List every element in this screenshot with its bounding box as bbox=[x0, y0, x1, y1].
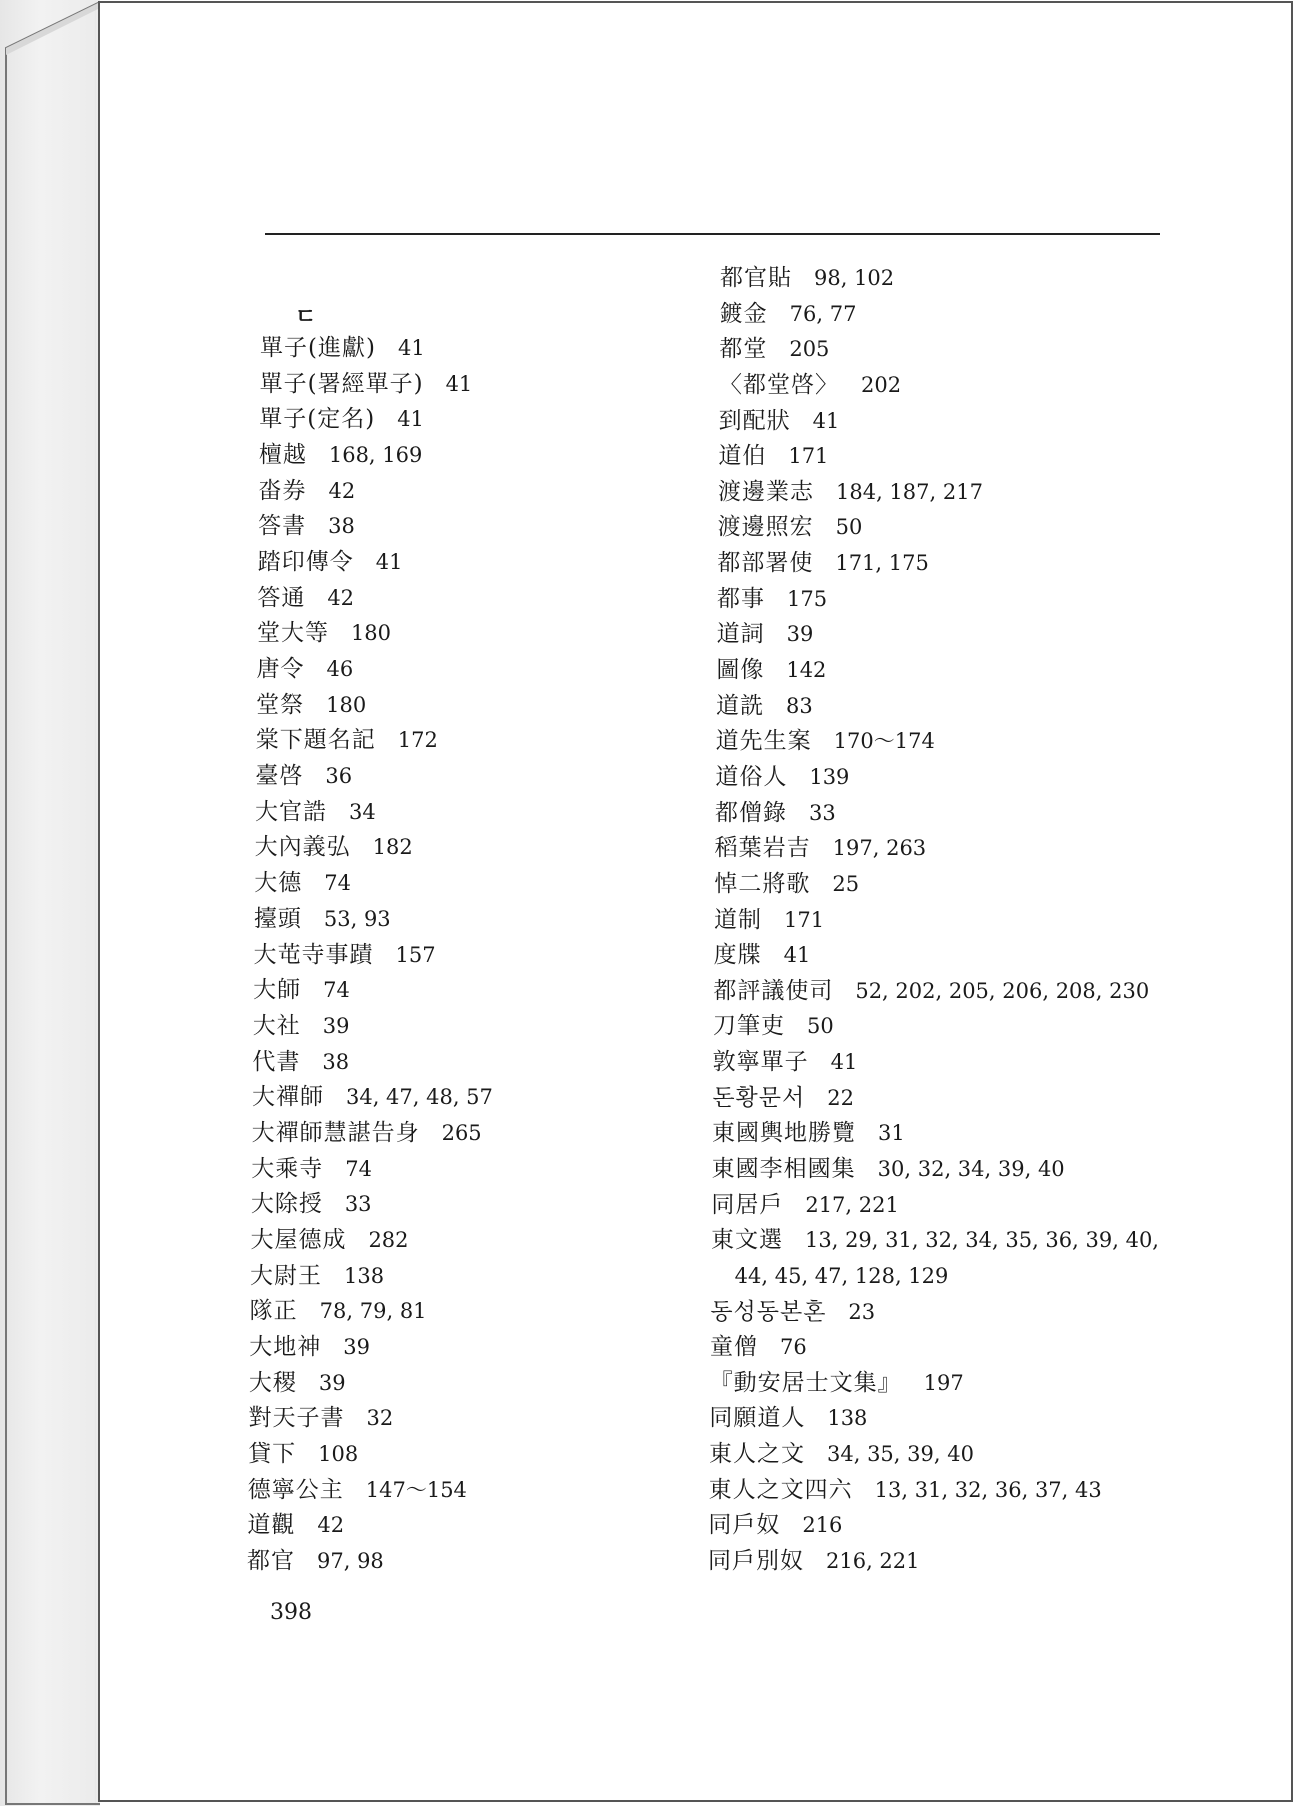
index-page-refs: 180 bbox=[326, 692, 367, 717]
index-page-refs: 180 bbox=[350, 621, 392, 646]
index-term: 童僧 bbox=[710, 1334, 758, 1361]
index-entry bbox=[250, 1296, 427, 1326]
index-term: 稻葉岩吉 bbox=[714, 835, 811, 862]
index-page-refs: 13, 29, 31, 32, 34, 35, 36, 39, 40, bbox=[805, 1228, 1159, 1253]
index-entry bbox=[717, 619, 814, 649]
index-page-refs: 157 bbox=[395, 942, 436, 967]
index-term: 同戶奴 bbox=[708, 1512, 781, 1539]
index-term: 答通 bbox=[257, 584, 306, 611]
index-entry bbox=[709, 1475, 1102, 1505]
index-page-refs: 53, 93 bbox=[323, 906, 391, 931]
index-entry bbox=[717, 548, 929, 578]
index-term: 棠下題名記 bbox=[255, 727, 376, 754]
index-term: 돈황문서 bbox=[712, 1084, 806, 1111]
index-page-refs: 41 bbox=[397, 336, 425, 360]
index-entry bbox=[251, 1189, 372, 1219]
index-term: 道制 bbox=[714, 906, 762, 933]
index-page-refs: 22 bbox=[827, 1085, 854, 1110]
index-term: 동성동본혼 bbox=[710, 1298, 827, 1325]
index-page-refs: 50 bbox=[807, 1014, 834, 1039]
index-term: 畓券 bbox=[258, 477, 307, 504]
index-term: 東國李相國集 bbox=[711, 1155, 856, 1182]
index-term: 渡邊照宏 bbox=[717, 514, 814, 541]
index-term: 大師 bbox=[253, 977, 302, 1004]
index-term: 大禪師慧諶告身 bbox=[251, 1119, 420, 1146]
index-term: 對天子書 bbox=[248, 1405, 345, 1432]
index-entry bbox=[247, 1510, 344, 1540]
index-entry bbox=[710, 1332, 807, 1362]
index-page-refs: 98, 102 bbox=[814, 266, 895, 290]
index-term: 道先生案 bbox=[715, 728, 812, 755]
index-term: 堂祭 bbox=[256, 691, 305, 718]
section-letter: ㄷ bbox=[295, 304, 317, 330]
index-entry bbox=[718, 477, 983, 507]
index-term: 都堂 bbox=[719, 336, 768, 363]
index-entry bbox=[259, 404, 424, 434]
index-term: 東文選 bbox=[711, 1227, 783, 1254]
index-page-refs: 41 bbox=[812, 408, 840, 433]
index-page-refs: 52, 202, 205, 206, 208, 230 bbox=[855, 978, 1150, 1003]
index-entry bbox=[711, 1190, 899, 1220]
index-page-refs: 32 bbox=[366, 1406, 394, 1431]
index-entry bbox=[716, 691, 813, 721]
index-entry bbox=[716, 726, 935, 756]
index-term: 『動安居士文集』 bbox=[709, 1369, 902, 1396]
index-page-refs: 30, 32, 34, 39, 40 bbox=[877, 1156, 1065, 1181]
index-page-refs: 197 bbox=[923, 1370, 964, 1395]
index-entry bbox=[249, 1368, 346, 1398]
index-page-refs: 39 bbox=[322, 1013, 350, 1038]
index-page-refs: 39 bbox=[318, 1370, 346, 1395]
index-entry bbox=[258, 547, 403, 577]
index-page-refs: 282 bbox=[368, 1227, 409, 1252]
index-entry bbox=[257, 654, 354, 684]
index-term: 圖像 bbox=[716, 657, 765, 684]
index-term: 悼二將歌 bbox=[714, 870, 811, 897]
index-term: 單子(進獻) bbox=[260, 335, 376, 361]
index-page-refs: 38 bbox=[328, 514, 355, 539]
index-page-refs: 216, 221 bbox=[826, 1549, 920, 1573]
index-entry bbox=[260, 369, 473, 399]
index-term: 鍍金 bbox=[719, 300, 768, 327]
index-page-refs: 171, 175 bbox=[835, 551, 929, 576]
index-entry bbox=[719, 406, 840, 436]
index-page-refs: 42 bbox=[328, 478, 356, 503]
index-entry bbox=[247, 1546, 384, 1576]
index-term: 道詵 bbox=[716, 692, 764, 719]
index-page-refs: 42 bbox=[327, 585, 355, 610]
index-entry bbox=[253, 1011, 350, 1041]
index-entry bbox=[713, 1011, 834, 1041]
index-term: 都評議使司 bbox=[713, 977, 834, 1004]
header-rule bbox=[265, 233, 1160, 235]
index-entry bbox=[714, 940, 811, 970]
index-entry bbox=[248, 1475, 467, 1505]
index-entry bbox=[708, 1546, 920, 1576]
index-entry bbox=[254, 868, 351, 898]
index-term: 大除授 bbox=[250, 1191, 323, 1218]
index-term: 單子(定名) bbox=[259, 406, 376, 433]
index-page-refs: 182 bbox=[372, 835, 413, 860]
index-term: 同願道人 bbox=[709, 1405, 806, 1432]
index-entry bbox=[716, 655, 826, 685]
index-entry bbox=[252, 1082, 493, 1112]
index-page-refs: 46 bbox=[326, 657, 354, 682]
index-term: 答書 bbox=[258, 513, 307, 540]
index-page-refs: 265 bbox=[441, 1120, 482, 1145]
index-entry bbox=[720, 299, 857, 329]
index-entry bbox=[711, 1225, 1159, 1255]
index-term: 渡邊業志 bbox=[718, 478, 814, 505]
index-entry bbox=[720, 263, 894, 293]
index-term: 擡頭 bbox=[253, 905, 302, 932]
index-term: 刀筆吏 bbox=[713, 1013, 785, 1040]
index-term: 大禪師 bbox=[251, 1084, 324, 1111]
index-page-refs: 41 bbox=[375, 550, 403, 575]
index-term: 都僧錄 bbox=[715, 799, 787, 826]
index-entry bbox=[710, 1368, 964, 1398]
index-term: 東人之文四六 bbox=[708, 1476, 853, 1503]
index-entry bbox=[250, 1261, 384, 1291]
index-term: 堂大等 bbox=[256, 620, 329, 647]
index-entry bbox=[713, 976, 1149, 1006]
index-entry bbox=[712, 1154, 1065, 1184]
index-entry bbox=[259, 440, 423, 470]
index-term: 大稷 bbox=[248, 1369, 297, 1396]
index-page-refs: 31 bbox=[878, 1121, 905, 1146]
index-term: 道俗人 bbox=[715, 763, 788, 790]
index-entry bbox=[715, 762, 849, 792]
index-page-refs: 138 bbox=[827, 1406, 868, 1431]
index-page-refs: 23 bbox=[848, 1299, 876, 1324]
index-entry bbox=[718, 512, 863, 542]
index-page-refs: 34, 47, 48, 57 bbox=[345, 1085, 493, 1110]
page-number: 398 bbox=[270, 1600, 312, 1625]
index-entry bbox=[712, 1118, 905, 1148]
index-entry bbox=[712, 1083, 854, 1113]
index-entry bbox=[709, 1439, 974, 1469]
index-page-refs: 147～154 bbox=[365, 1477, 467, 1502]
index-page-refs: 171 bbox=[788, 444, 829, 469]
index-term: 到配狀 bbox=[718, 407, 791, 434]
index-page-refs: 78, 79, 81 bbox=[319, 1299, 427, 1324]
index-entry bbox=[708, 1510, 842, 1540]
index-page-refs: 139 bbox=[809, 764, 850, 789]
index-entry bbox=[709, 1403, 867, 1433]
index-term: 〈都堂啓〉 bbox=[719, 371, 839, 398]
index-term: 都事 bbox=[717, 585, 765, 612]
index-page-refs: 171 bbox=[784, 907, 825, 932]
index-term: 大內義弘 bbox=[254, 834, 351, 861]
index-term: 東國輿地勝覽 bbox=[712, 1120, 856, 1147]
index-entry bbox=[256, 690, 366, 720]
index-entry bbox=[249, 1403, 394, 1433]
index-entry bbox=[718, 441, 828, 471]
index-entry bbox=[249, 1332, 370, 1362]
index-entry bbox=[715, 833, 927, 863]
index-term: 隊正 bbox=[249, 1298, 298, 1325]
index-entry bbox=[714, 869, 859, 899]
index-page-refs: 34 bbox=[349, 799, 376, 824]
index-entry bbox=[248, 1439, 358, 1469]
index-entry bbox=[252, 1118, 482, 1148]
index-page-refs: 108 bbox=[318, 1441, 359, 1466]
index-term: 大屋德成 bbox=[250, 1226, 347, 1253]
index-page-refs: 38 bbox=[322, 1049, 350, 1074]
index-term: 都部署使 bbox=[717, 550, 814, 577]
index-entry bbox=[253, 975, 350, 1005]
index-page-refs: 175 bbox=[787, 586, 828, 611]
index-page-refs: 41 bbox=[445, 371, 473, 396]
index-entry bbox=[257, 618, 391, 648]
index-page-refs: 205 bbox=[789, 337, 830, 362]
index-page-refs: 76 bbox=[780, 1335, 807, 1360]
index-entry bbox=[255, 761, 352, 791]
index-page-refs: 170～174 bbox=[833, 729, 935, 754]
index-term: 大社 bbox=[252, 1012, 301, 1039]
index-term: 同居戶 bbox=[711, 1191, 784, 1218]
index-page-refs: 172 bbox=[397, 728, 438, 753]
index-term: 大地神 bbox=[249, 1333, 322, 1360]
index-entry bbox=[258, 511, 355, 541]
index-page-refs: 41 bbox=[397, 407, 424, 432]
index-page-refs: 36 bbox=[325, 764, 353, 789]
index-page-refs: 74 bbox=[324, 871, 351, 896]
index-term: 敦寧單子 bbox=[712, 1049, 809, 1076]
index-page-refs: 41 bbox=[830, 1050, 858, 1075]
index-entry bbox=[713, 1047, 858, 1077]
index-page-refs: 39 bbox=[343, 1334, 371, 1359]
index-page-refs: 34, 35, 39, 40 bbox=[827, 1442, 974, 1467]
index-entry bbox=[714, 905, 824, 935]
index-term: 都官 bbox=[247, 1548, 295, 1574]
index-entry bbox=[256, 725, 438, 755]
index-entry bbox=[715, 798, 836, 828]
index-entry bbox=[252, 1047, 349, 1077]
index-page-refs: 216 bbox=[802, 1513, 843, 1538]
index-entry bbox=[250, 1225, 408, 1255]
index-page-refs: 33 bbox=[344, 1192, 372, 1217]
index-page-refs: 33 bbox=[809, 800, 836, 825]
index-term: 度牒 bbox=[713, 942, 762, 969]
index-page-refs: 217, 221 bbox=[805, 1192, 899, 1217]
index-term: 大官誥 bbox=[255, 798, 328, 825]
index-page-refs: 74 bbox=[345, 1156, 372, 1181]
index-term: 大芚寺事蹟 bbox=[253, 941, 374, 968]
index-term: 代書 bbox=[252, 1048, 301, 1075]
index-page-refs: 197, 263 bbox=[832, 836, 927, 861]
index-entry bbox=[251, 1154, 372, 1184]
index-term: 檀越 bbox=[258, 442, 307, 469]
index-entry bbox=[735, 1261, 949, 1291]
index-entry bbox=[717, 584, 827, 614]
index-term: 道伯 bbox=[718, 443, 767, 470]
index-page-refs: 74 bbox=[323, 978, 350, 1003]
index-page-refs: 202 bbox=[861, 372, 902, 397]
index-page-refs: 42 bbox=[317, 1513, 345, 1538]
index-term: 道觀 bbox=[247, 1512, 296, 1539]
index-page-refs: 83 bbox=[786, 693, 813, 718]
index-page-refs: 97, 98 bbox=[317, 1549, 384, 1573]
index-term: 貸下 bbox=[248, 1440, 297, 1467]
index-entry bbox=[719, 370, 901, 400]
index-entry bbox=[255, 832, 413, 862]
index-entry bbox=[719, 334, 829, 364]
index-entry bbox=[260, 333, 425, 363]
index-term: 東人之文 bbox=[709, 1441, 805, 1468]
index-entry bbox=[254, 940, 436, 970]
book-edge-outline bbox=[0, 0, 110, 1806]
index-term: 臺啓 bbox=[255, 763, 304, 790]
index-term: 道詞 bbox=[716, 621, 765, 648]
index-entry bbox=[255, 797, 376, 827]
index-term: 單子(署經單子) bbox=[259, 370, 424, 397]
index-term: 唐令 bbox=[256, 656, 305, 683]
index-page-refs: 13, 31, 32, 36, 37, 43 bbox=[874, 1477, 1102, 1502]
index-term: 踏印傳令 bbox=[257, 549, 354, 576]
index-entry bbox=[257, 583, 354, 613]
index-term: 都官貼 bbox=[720, 265, 792, 291]
index-entry bbox=[254, 904, 391, 934]
index-term: 大乘寺 bbox=[251, 1155, 324, 1182]
index-page-refs: 25 bbox=[832, 871, 860, 896]
index-entry bbox=[258, 476, 355, 506]
index-term: 大德 bbox=[254, 870, 303, 897]
index-term: 同戶別奴 bbox=[708, 1548, 804, 1574]
index-entry bbox=[710, 1297, 875, 1327]
index-page-refs: 50 bbox=[835, 515, 863, 540]
index-page-refs: 168, 169 bbox=[328, 443, 423, 468]
index-page-refs: 39 bbox=[786, 622, 814, 647]
index-page-refs: 184, 187, 217 bbox=[836, 479, 983, 504]
index-page-refs: 76, 77 bbox=[789, 301, 857, 326]
index-term: 德寧公主 bbox=[247, 1476, 344, 1503]
index-page-refs: 142 bbox=[786, 658, 827, 683]
index-page-refs: 44, 45, 47, 128, 129 bbox=[734, 1263, 949, 1288]
index-page-refs: 138 bbox=[344, 1263, 385, 1288]
index-page-refs: 41 bbox=[783, 943, 811, 968]
index-term: 大尉王 bbox=[250, 1262, 323, 1289]
